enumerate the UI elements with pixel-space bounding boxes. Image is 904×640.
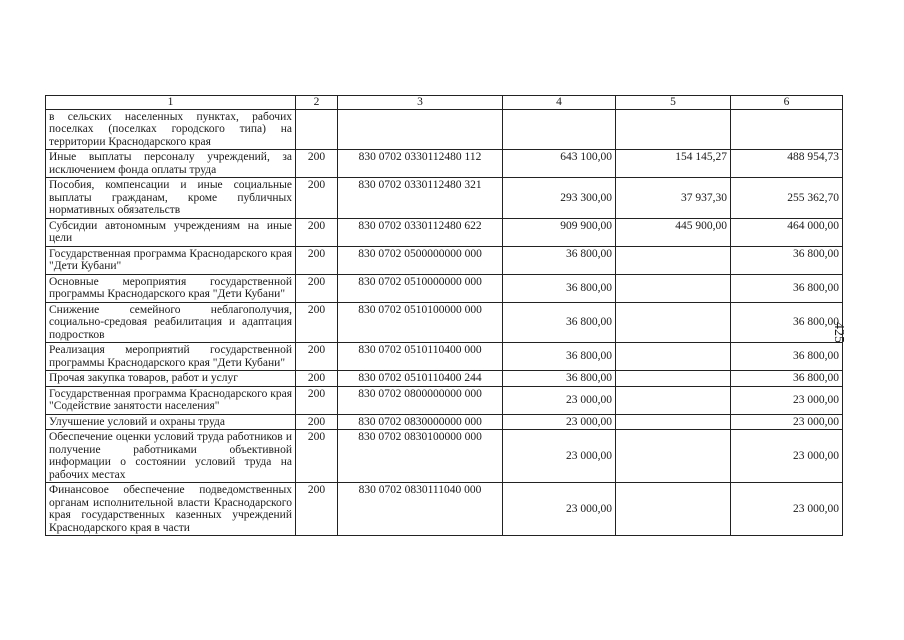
row-code: 830 0702 0500000000 000: [338, 246, 503, 274]
table-header-row: [46, 96, 843, 110]
row-value-col4: 36 800,00: [503, 274, 616, 302]
row-value-col6: [731, 109, 843, 150]
row-value-col4: 36 800,00: [503, 246, 616, 274]
row-value-col6: 36 800,00: [731, 302, 843, 343]
row-value-col4: 23 000,00: [503, 483, 616, 536]
table-row: [46, 371, 843, 387]
row-rz: 200: [296, 371, 338, 387]
row-value-col5: [616, 302, 731, 343]
row-value-col5: [616, 343, 731, 371]
row-code: 830 0702 0330112480 321: [338, 178, 503, 219]
row-value-col5: [616, 109, 731, 150]
table-row: [46, 178, 843, 219]
table-row: [46, 274, 843, 302]
row-value-col6: 255 362,70: [731, 178, 843, 219]
header-col-4: 4: [503, 96, 616, 110]
table-row: [46, 386, 843, 414]
row-rz: 200: [296, 386, 338, 414]
row-name: Иные выплаты персоналу учреждений, за исключением фонда оплаты труда: [46, 150, 296, 178]
header-col-5: 5: [616, 96, 731, 110]
row-name: Прочая закупка товаров, работ и услуг: [46, 371, 296, 387]
row-value-col4: 36 800,00: [503, 371, 616, 387]
header-col-6: 6: [731, 96, 843, 110]
table-row: [46, 246, 843, 274]
row-code: 830 0702 0510110400 000: [338, 343, 503, 371]
table-row: [46, 414, 843, 430]
header-col-3: 3: [338, 96, 503, 110]
row-rz: [296, 109, 338, 150]
table-row: [46, 430, 843, 483]
row-value-col5: [616, 371, 731, 387]
row-value-col5: [616, 430, 731, 483]
row-value-col6: 23 000,00: [731, 430, 843, 483]
row-value-col5: [616, 483, 731, 536]
row-value-col6: 23 000,00: [731, 483, 843, 536]
row-value-col6: 23 000,00: [731, 414, 843, 430]
row-code: 830 0702 0830100000 000: [338, 430, 503, 483]
table-row: [46, 302, 843, 343]
header-col-2: 2: [296, 96, 338, 110]
row-code: [338, 109, 503, 150]
row-value-col6: 36 800,00: [731, 343, 843, 371]
row-rz: 200: [296, 246, 338, 274]
row-value-col6: 23 000,00: [731, 386, 843, 414]
row-rz: 200: [296, 430, 338, 483]
table-row: [46, 109, 843, 150]
row-name: Реализация мероприятий государственной программы Краснодарского края "Дети Кубани": [46, 343, 296, 371]
row-name: Государственная программа Краснодарского края "Содействие занятости населения": [46, 386, 296, 414]
row-value-col5: 37 937,30: [616, 178, 731, 219]
table-row: [46, 218, 843, 246]
table-row: [46, 483, 843, 536]
row-value-col5: [616, 274, 731, 302]
row-value-col5: 154 145,27: [616, 150, 731, 178]
row-value-col4: [503, 109, 616, 150]
row-name: Снижение семейного неблагополучия, социально-средовая реабилитация и адаптация подростков: [46, 302, 296, 343]
row-value-col6: 488 954,73: [731, 150, 843, 178]
row-value-col4: 643 100,00: [503, 150, 616, 178]
row-code: 830 0702 0510110400 244: [338, 371, 503, 387]
header-col-1: 1: [46, 96, 296, 110]
row-name: Обеспечение оценки условий труда работников и получение работниками объективной информации о состоянии условий труда на рабочих местах: [46, 430, 296, 483]
row-rz: 200: [296, 414, 338, 430]
row-code: 830 0702 0800000000 000: [338, 386, 503, 414]
row-value-col5: [616, 246, 731, 274]
row-rz: 200: [296, 150, 338, 178]
row-rz: 200: [296, 274, 338, 302]
row-code: 830 0702 0830111040 000: [338, 483, 503, 536]
row-code: 830 0702 0510100000 000: [338, 302, 503, 343]
row-value-col6: 36 800,00: [731, 371, 843, 387]
budget-table: [45, 95, 843, 536]
row-code: 830 0702 0510000000 000: [338, 274, 503, 302]
row-value-col5: [616, 386, 731, 414]
row-rz: 200: [296, 218, 338, 246]
row-code: 830 0702 0330112480 112: [338, 150, 503, 178]
row-value-col4: 36 800,00: [503, 343, 616, 371]
row-name: Основные мероприятия государственной программы Краснодарского края "Дети Кубани": [46, 274, 296, 302]
row-name: Субсидии автономным учреждениям на иные цели: [46, 218, 296, 246]
page-number: 425: [831, 322, 846, 343]
table-row: [46, 343, 843, 371]
row-value-col6: 36 800,00: [731, 246, 843, 274]
row-value-col6: 464 000,00: [731, 218, 843, 246]
row-value-col5: [616, 414, 731, 430]
row-rz: 200: [296, 343, 338, 371]
row-value-col4: 36 800,00: [503, 302, 616, 343]
row-name: Улучшение условий и охраны труда: [46, 414, 296, 430]
row-name: Финансовое обеспечение подведомственных органам исполнительной власти Краснодарского края государственных казенных учреждений Краснодарского края в части: [46, 483, 296, 536]
table-row: [46, 150, 843, 178]
row-value-col4: 23 000,00: [503, 414, 616, 430]
row-value-col4: 909 900,00: [503, 218, 616, 246]
row-value-col6: 36 800,00: [731, 274, 843, 302]
row-value-col5: 445 900,00: [616, 218, 731, 246]
row-rz: 200: [296, 178, 338, 219]
row-value-col4: 23 000,00: [503, 430, 616, 483]
row-value-col4: 23 000,00: [503, 386, 616, 414]
row-name: Пособия, компенсации и иные социальные выплаты гражданам, кроме публичных нормативных обязательств: [46, 178, 296, 219]
row-code: 830 0702 0330112480 622: [338, 218, 503, 246]
row-value-col4: 293 300,00: [503, 178, 616, 219]
row-name: в сельских населенных пунктах, рабочих поселках (поселках городского типа) на территории Краснодарского края: [46, 109, 296, 150]
row-rz: 200: [296, 483, 338, 536]
row-rz: 200: [296, 302, 338, 343]
row-name: Государственная программа Краснодарского края "Дети Кубани": [46, 246, 296, 274]
row-code: 830 0702 0830000000 000: [338, 414, 503, 430]
